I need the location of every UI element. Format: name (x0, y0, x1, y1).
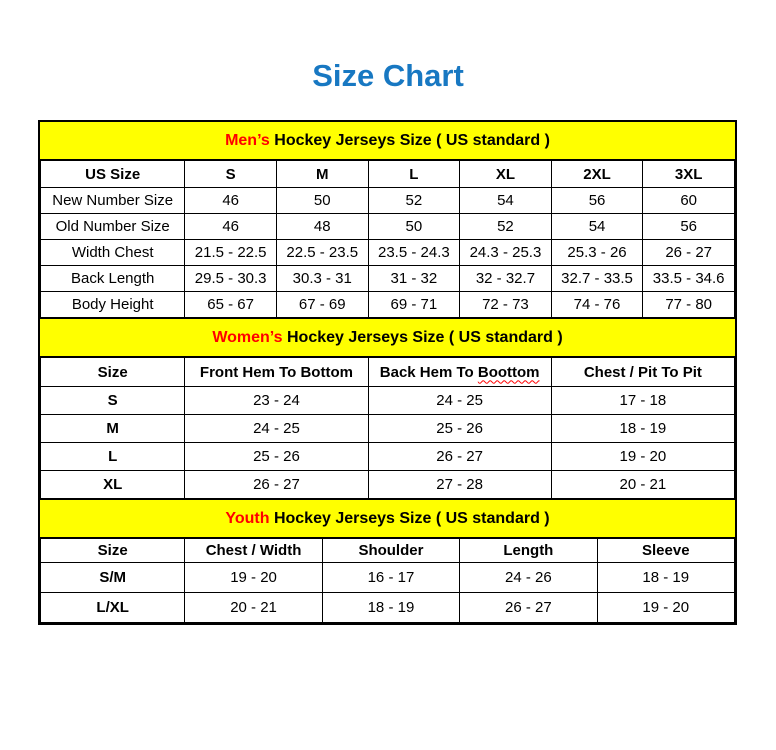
column-header: M (276, 161, 368, 188)
size-value: 21.5 - 22.5 (185, 240, 277, 266)
size-value: 26 - 27 (460, 593, 597, 623)
size-value: 54 (460, 188, 552, 214)
size-value: 30.3 - 31 (276, 266, 368, 292)
womens-section-header (40, 318, 735, 357)
size-value: 48 (276, 214, 368, 240)
row-label: Width Chest (41, 240, 185, 266)
size-value: 77 - 80 (643, 292, 735, 318)
youth-section-header (40, 499, 735, 538)
size-value: 56 (551, 188, 643, 214)
size-value: 16 - 17 (322, 563, 459, 593)
size-value: 52 (368, 188, 460, 214)
size-value: 46 (185, 188, 277, 214)
womens-section-highlight: Women’s (212, 329, 283, 346)
size-value: 23.5 - 24.3 (368, 240, 460, 266)
mens-section-highlight: Men’s (225, 132, 270, 149)
size-value: 69 - 71 (368, 292, 460, 318)
size-value: 18 - 19 (551, 415, 734, 443)
row-label: Back Length (41, 266, 185, 292)
column-header: S (185, 161, 277, 188)
row-label: S/M (41, 563, 185, 593)
size-value: 18 - 19 (322, 593, 459, 623)
mens-section-header (40, 122, 735, 160)
row-label: Body Height (41, 292, 185, 318)
table-row (41, 292, 735, 318)
mens-size-table (40, 160, 735, 318)
column-header: Size (41, 539, 185, 563)
size-value: 50 (276, 188, 368, 214)
womens-section-title: Hockey Jerseys Size ( US standard ) (282, 329, 563, 346)
size-value: 32 - 32.7 (460, 266, 552, 292)
size-value: 27 - 28 (368, 471, 551, 499)
mens-header-row (41, 161, 735, 188)
size-value: 60 (643, 188, 735, 214)
size-value: 67 - 69 (276, 292, 368, 318)
youth-section-title: Hockey Jerseys Size ( US standard ) (269, 510, 550, 527)
table-row (41, 214, 735, 240)
table-row (41, 266, 735, 292)
mens-section-title: Hockey Jerseys Size ( US standard ) (269, 132, 550, 149)
size-value: 25 - 26 (368, 415, 551, 443)
column-header: Shoulder (322, 539, 459, 563)
size-value: 19 - 20 (185, 563, 322, 593)
table-row (41, 563, 735, 593)
size-value: 50 (368, 214, 460, 240)
size-value: 19 - 20 (551, 443, 734, 471)
row-label: XL (41, 471, 185, 499)
womens-header-row (41, 358, 735, 387)
size-value: 25 - 26 (185, 443, 368, 471)
size-value: 24 - 25 (368, 387, 551, 415)
row-label: New Number Size (41, 188, 185, 214)
size-value: 33.5 - 34.6 (643, 266, 735, 292)
column-header: Front Hem To Bottom (185, 358, 368, 387)
misspelled-word: Boottom (477, 363, 540, 381)
size-value: 17 - 18 (551, 387, 734, 415)
table-row (41, 471, 735, 499)
youth-section-highlight: Youth (225, 510, 270, 527)
row-label: S (41, 387, 185, 415)
size-value: 18 - 19 (597, 563, 734, 593)
page-title: Size Chart (312, 58, 464, 93)
column-header-text: Back Hem To (379, 363, 478, 381)
youth-header-row (41, 539, 735, 563)
row-label: M (41, 415, 185, 443)
table-row (41, 188, 735, 214)
column-header: Length (460, 539, 597, 563)
size-value: 24.3 - 25.3 (460, 240, 552, 266)
table-row (41, 415, 735, 443)
table-row (41, 387, 735, 415)
size-value: 56 (643, 214, 735, 240)
column-header: Sleeve (597, 539, 734, 563)
size-value: 46 (185, 214, 277, 240)
size-value: 26 - 27 (185, 471, 368, 499)
column-header (368, 358, 551, 387)
size-value: 24 - 26 (460, 563, 597, 593)
size-value: 65 - 67 (185, 292, 277, 318)
table-row (41, 593, 735, 623)
row-label: L/XL (41, 593, 185, 623)
column-header: 2XL (551, 161, 643, 188)
youth-size-table (40, 538, 735, 623)
size-value: 19 - 20 (597, 593, 734, 623)
column-header: Chest / Pit To Pit (551, 358, 734, 387)
size-value: 26 - 27 (643, 240, 735, 266)
size-value: 20 - 21 (185, 593, 322, 623)
size-value: 54 (551, 214, 643, 240)
size-value: 20 - 21 (551, 471, 734, 499)
size-value: 25.3 - 26 (551, 240, 643, 266)
row-label: Old Number Size (41, 214, 185, 240)
size-value: 26 - 27 (368, 443, 551, 471)
size-value: 31 - 32 (368, 266, 460, 292)
size-value: 52 (460, 214, 552, 240)
column-header: US Size (41, 161, 185, 188)
size-value: 74 - 76 (551, 292, 643, 318)
size-value: 23 - 24 (185, 387, 368, 415)
table-row (41, 240, 735, 266)
column-header: XL (460, 161, 552, 188)
column-header: L (368, 161, 460, 188)
column-header: Size (41, 358, 185, 387)
size-value: 72 - 73 (460, 292, 552, 318)
column-header: Chest / Width (185, 539, 322, 563)
womens-size-table (40, 357, 735, 499)
size-value: 32.7 - 33.5 (551, 266, 643, 292)
size-value: 24 - 25 (185, 415, 368, 443)
size-value: 22.5 - 23.5 (276, 240, 368, 266)
size-value: 29.5 - 30.3 (185, 266, 277, 292)
size-chart-container (38, 120, 737, 625)
row-label: L (41, 443, 185, 471)
column-header: 3XL (643, 161, 735, 188)
table-row (41, 443, 735, 471)
